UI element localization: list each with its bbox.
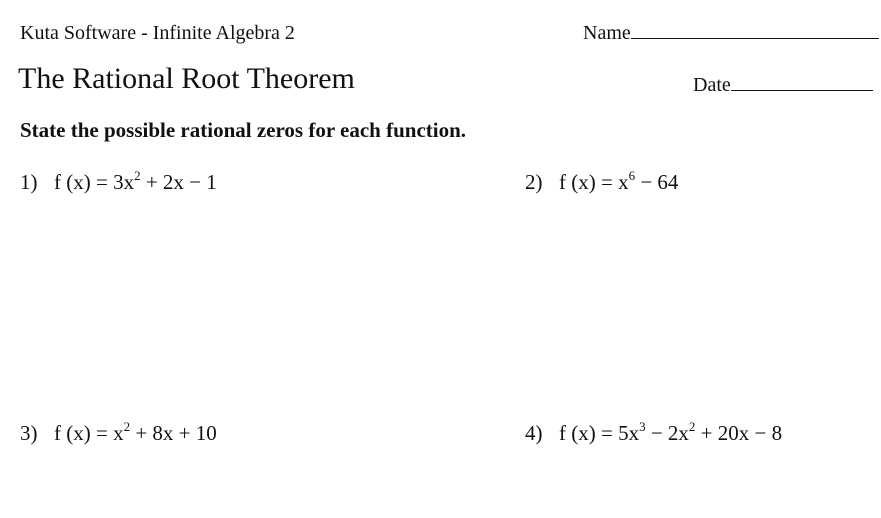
- name-blank-line: [631, 38, 879, 39]
- problem-equation: f $(x) = x^6 - 64$: [559, 168, 679, 194]
- problem-2: [525, 170, 678, 195]
- name-field: [583, 22, 879, 45]
- date-label: Date: [693, 74, 731, 96]
- problem-equation: f $(x) = 3x^2 + 2x - 1$: [54, 168, 217, 194]
- worksheet-title: The Rational Root Theorem: [18, 62, 355, 95]
- problem-equation: f $(x) = 5x^3 - 2x^2 + 20x - 8$: [559, 419, 783, 445]
- instructions: State the possible rational zeros for each function.: [20, 118, 467, 142]
- problem-equation: f $(x) = x^2 + 8x + 10$: [54, 419, 217, 445]
- problem-4: [525, 421, 782, 446]
- problem-number: 3): [20, 421, 38, 445]
- name-label: Name: [583, 22, 631, 44]
- publisher-line: Kuta Software - Infinite Algebra 2: [20, 22, 295, 44]
- problem-number: 4): [525, 421, 543, 445]
- problem-1: [20, 170, 217, 195]
- date-blank-line: [731, 90, 873, 91]
- problem-number: 2): [525, 170, 543, 194]
- date-field: [693, 74, 873, 97]
- problem-3: [20, 421, 217, 446]
- problem-number: 1): [20, 170, 38, 194]
